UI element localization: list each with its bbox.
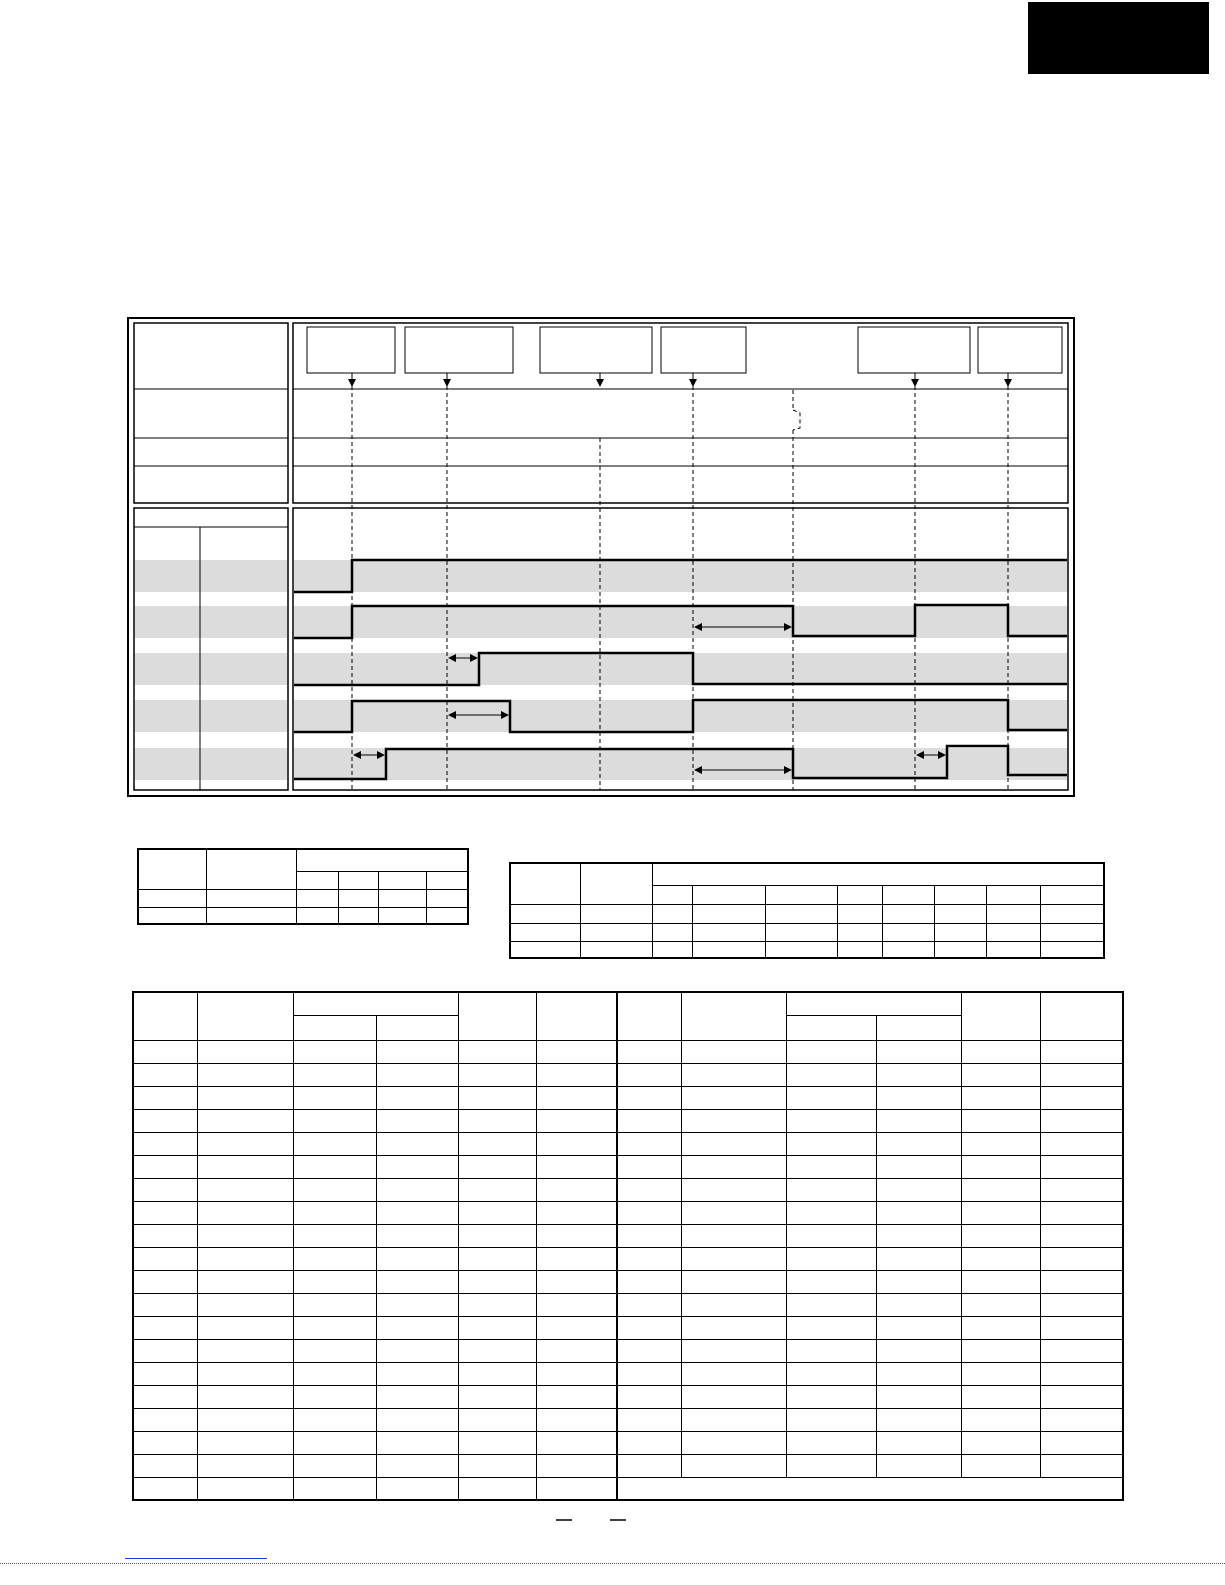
pin-table-cell bbox=[197, 1040, 293, 1063]
pin-table-cell bbox=[536, 1293, 617, 1316]
pin-table-cell bbox=[293, 1224, 376, 1247]
pin-table-cell bbox=[458, 1247, 536, 1270]
event-box-4 bbox=[661, 327, 746, 373]
pin-table-cell bbox=[458, 1086, 536, 1109]
pin-table-cell bbox=[617, 1293, 681, 1316]
pin-table-cell bbox=[617, 1408, 681, 1431]
pin-table-cell bbox=[293, 1201, 376, 1224]
pin-table-cell bbox=[376, 1178, 458, 1201]
pin-table-cell bbox=[786, 1293, 876, 1316]
pin-table-cell bbox=[293, 1385, 376, 1408]
pin-table-cell bbox=[376, 1040, 458, 1063]
pin-table-cell bbox=[536, 1270, 617, 1293]
pin-table-cell bbox=[961, 1339, 1040, 1362]
pin-table-cell bbox=[536, 1454, 617, 1477]
pin-table-cell bbox=[133, 1132, 197, 1155]
pin-table-cell bbox=[786, 1086, 876, 1109]
pin-table-cell bbox=[458, 1270, 536, 1293]
table-row bbox=[133, 1454, 1123, 1477]
pin-table-header-cell bbox=[786, 1015, 876, 1040]
pin-table-header-cell bbox=[681, 992, 786, 1040]
event-box-2 bbox=[405, 327, 513, 373]
pin-table-cell bbox=[293, 1270, 376, 1293]
pin-table-cell bbox=[876, 1293, 961, 1316]
pin-table-cell bbox=[293, 1063, 376, 1086]
event-box-3 bbox=[540, 327, 652, 373]
pin-table-cell bbox=[376, 1063, 458, 1086]
pin-table-cell bbox=[197, 1109, 293, 1132]
pin-table-cell bbox=[617, 1063, 681, 1086]
event-box-6 bbox=[978, 327, 1062, 373]
pin-table-header-cell bbox=[293, 1015, 376, 1040]
pin-table-cell bbox=[458, 1155, 536, 1178]
pin-table-cell bbox=[1040, 1270, 1123, 1293]
pin-table-cell bbox=[786, 1155, 876, 1178]
pin-table-cell bbox=[536, 1040, 617, 1063]
pin-table-cell bbox=[133, 1293, 197, 1316]
pin-table-cell bbox=[458, 1316, 536, 1339]
pin-table-cell bbox=[133, 1178, 197, 1201]
pin-table-cell bbox=[617, 1201, 681, 1224]
pin-table-cell bbox=[1040, 1408, 1123, 1431]
pin-table-cell bbox=[376, 1293, 458, 1316]
pin-table-cell bbox=[961, 1086, 1040, 1109]
pin-table-cell bbox=[293, 1339, 376, 1362]
pin-table-cell bbox=[458, 1477, 536, 1500]
pin-table-cell bbox=[458, 1293, 536, 1316]
table-row bbox=[133, 1224, 1123, 1247]
pin-table-cell bbox=[876, 1040, 961, 1063]
pin-table-cell bbox=[617, 1155, 681, 1178]
small-table-left bbox=[137, 848, 469, 925]
pin-table-cell bbox=[536, 1247, 617, 1270]
pin-table-cell bbox=[617, 1178, 681, 1201]
table-row bbox=[133, 1339, 1123, 1362]
pin-table-cell bbox=[961, 1063, 1040, 1086]
pin-table-cell bbox=[961, 1132, 1040, 1155]
pin-table-cell bbox=[1040, 1316, 1123, 1339]
pin-table-cell bbox=[617, 1132, 681, 1155]
pin-table-cell bbox=[876, 1155, 961, 1178]
pin-table-cell bbox=[786, 1224, 876, 1247]
pin-table-cell bbox=[681, 1339, 786, 1362]
pin-table-header-cell bbox=[197, 992, 293, 1040]
pin-table-cell bbox=[681, 1224, 786, 1247]
pin-table-cell bbox=[458, 1454, 536, 1477]
pin-table-cell bbox=[1040, 1362, 1123, 1385]
pin-table-header-cell bbox=[876, 1015, 961, 1040]
pin-table-cell bbox=[293, 1109, 376, 1132]
pin-table-cell bbox=[961, 1293, 1040, 1316]
pin-table-cell bbox=[197, 1454, 293, 1477]
pin-table-cell bbox=[197, 1178, 293, 1201]
pin-table-cell bbox=[876, 1385, 961, 1408]
pin-table-cell bbox=[786, 1270, 876, 1293]
table-row bbox=[133, 1132, 1123, 1155]
pin-table-cell bbox=[458, 1109, 536, 1132]
pin-table-cell bbox=[197, 1063, 293, 1086]
pin-table-cell bbox=[1040, 1339, 1123, 1362]
page-edge-dotted bbox=[0, 1563, 1225, 1564]
pin-table-cell bbox=[376, 1086, 458, 1109]
pin-table-cell bbox=[786, 1063, 876, 1086]
pin-table-cell bbox=[376, 1339, 458, 1362]
pin-table-cell bbox=[536, 1385, 617, 1408]
footer-link-underline[interactable] bbox=[125, 1558, 267, 1559]
pin-table-cell bbox=[1040, 1040, 1123, 1063]
pin-table-cell bbox=[681, 1063, 786, 1086]
pin-table-cell bbox=[1040, 1132, 1123, 1155]
pin-table-cell bbox=[293, 1362, 376, 1385]
pin-table-cell bbox=[617, 1247, 681, 1270]
pin-table-cell bbox=[961, 1247, 1040, 1270]
pin-table-cell bbox=[376, 1477, 458, 1500]
pin-table-header-cell bbox=[961, 992, 1040, 1040]
pin-table-cell bbox=[458, 1339, 536, 1362]
pin-table-cell bbox=[876, 1132, 961, 1155]
signal-row-shading bbox=[135, 560, 1067, 780]
pin-table-header-cell bbox=[536, 992, 617, 1040]
pin-table-cell bbox=[458, 1362, 536, 1385]
pin-table-cell bbox=[376, 1362, 458, 1385]
pin-table-cell bbox=[1040, 1178, 1123, 1201]
pin-table-cell bbox=[786, 1201, 876, 1224]
pin-table-header-cell bbox=[617, 992, 681, 1040]
pin-table-cell bbox=[133, 1224, 197, 1247]
pin-table-cell bbox=[376, 1316, 458, 1339]
pin-table-cell bbox=[197, 1270, 293, 1293]
pin-table-cell bbox=[133, 1385, 197, 1408]
pin-table-cell bbox=[961, 1408, 1040, 1431]
pin-table-cell bbox=[961, 1454, 1040, 1477]
pin-table-cell bbox=[293, 1086, 376, 1109]
pin-table-cell bbox=[1040, 1086, 1123, 1109]
pin-table-cell bbox=[376, 1454, 458, 1477]
table-row bbox=[133, 1201, 1123, 1224]
pin-table-cell bbox=[617, 1270, 681, 1293]
pin-table-cell bbox=[681, 1155, 786, 1178]
pin-table-cell bbox=[293, 1454, 376, 1477]
pin-table-cell bbox=[1040, 1293, 1123, 1316]
pin-table-cell bbox=[961, 1224, 1040, 1247]
pin-table-cell bbox=[458, 1040, 536, 1063]
pin-table-cell bbox=[376, 1132, 458, 1155]
pin-table-cell bbox=[1040, 1063, 1123, 1086]
pin-table-cell bbox=[876, 1362, 961, 1385]
pin-table-cell bbox=[458, 1385, 536, 1408]
pin-table-cell bbox=[1040, 1155, 1123, 1178]
pin-table-cell bbox=[133, 1086, 197, 1109]
pin-table-cell bbox=[536, 1201, 617, 1224]
pin-table-cell bbox=[617, 1109, 681, 1132]
pin-table-cell bbox=[681, 1109, 786, 1132]
pin-table-cell bbox=[536, 1178, 617, 1201]
pin-table-cell bbox=[786, 1431, 876, 1454]
table-row bbox=[133, 1431, 1123, 1454]
table-row bbox=[133, 1362, 1123, 1385]
pin-table-cell bbox=[786, 1454, 876, 1477]
pin-table-cell bbox=[876, 1339, 961, 1362]
pin-table-cell bbox=[876, 1454, 961, 1477]
pin-table-cell bbox=[197, 1224, 293, 1247]
table-row bbox=[133, 1477, 1123, 1500]
pin-table-cell bbox=[293, 1132, 376, 1155]
pin-table-cell bbox=[376, 1408, 458, 1431]
pin-table-cell bbox=[536, 1408, 617, 1431]
table-row bbox=[133, 1109, 1123, 1132]
pin-table-cell bbox=[293, 1178, 376, 1201]
pin-table-cell bbox=[458, 1132, 536, 1155]
pin-table-cell bbox=[681, 1040, 786, 1063]
table-row bbox=[133, 1086, 1123, 1109]
pin-table-cell bbox=[133, 1155, 197, 1178]
pin-table-cell bbox=[536, 1316, 617, 1339]
pin-table-cell bbox=[681, 1316, 786, 1339]
pin-table-cell bbox=[876, 1270, 961, 1293]
pin-table-header-cell bbox=[376, 1015, 458, 1040]
pin-table-cell bbox=[961, 1178, 1040, 1201]
pin-table-cell bbox=[133, 1408, 197, 1431]
pin-table-cell bbox=[876, 1063, 961, 1086]
pin-table-cell bbox=[681, 1270, 786, 1293]
pin-table-cell bbox=[197, 1316, 293, 1339]
pin-table-cell bbox=[961, 1109, 1040, 1132]
pin-table-cell bbox=[681, 1178, 786, 1201]
pin-table-header-cell bbox=[458, 992, 536, 1040]
small-table-right bbox=[509, 862, 1105, 959]
pin-table-cell bbox=[133, 1477, 197, 1500]
pin-table-cell bbox=[376, 1431, 458, 1454]
pin-table-cell bbox=[376, 1247, 458, 1270]
pin-table-cell bbox=[536, 1132, 617, 1155]
pin-table-cell bbox=[133, 1454, 197, 1477]
pin-table-header-cell bbox=[1040, 992, 1123, 1040]
pin-table-cell bbox=[536, 1063, 617, 1086]
pin-table-cell bbox=[617, 1431, 681, 1454]
pin-table-cell bbox=[197, 1293, 293, 1316]
pin-table-cell bbox=[133, 1247, 197, 1270]
pin-table-cell bbox=[681, 1454, 786, 1477]
pin-table-cell bbox=[681, 1385, 786, 1408]
pin-table-cell bbox=[681, 1201, 786, 1224]
table-row bbox=[133, 1247, 1123, 1270]
pin-table-cell bbox=[681, 1247, 786, 1270]
signal-label-frame bbox=[134, 508, 288, 790]
pin-table-cell bbox=[293, 1477, 376, 1500]
pin-table-cell bbox=[876, 1408, 961, 1431]
pin-table-cell bbox=[617, 1362, 681, 1385]
pin-table-cell bbox=[376, 1385, 458, 1408]
pin-table-cell bbox=[1040, 1224, 1123, 1247]
pin-table-cell bbox=[617, 1316, 681, 1339]
pin-table-cell bbox=[536, 1362, 617, 1385]
pin-table-cell bbox=[197, 1339, 293, 1362]
pin-table-cell bbox=[536, 1339, 617, 1362]
pin-table-cell bbox=[458, 1224, 536, 1247]
pin-table-cell bbox=[133, 1431, 197, 1454]
pin-table-cell bbox=[536, 1431, 617, 1454]
pin-table-cell bbox=[786, 1362, 876, 1385]
pin-table-cell bbox=[1040, 1109, 1123, 1132]
pin-table-cell bbox=[681, 1293, 786, 1316]
pin-table-cell bbox=[293, 1316, 376, 1339]
signal-area-frame bbox=[293, 508, 1068, 790]
pin-table-cell bbox=[786, 1040, 876, 1063]
pin-table-cell bbox=[197, 1086, 293, 1109]
pin-table-cell bbox=[293, 1247, 376, 1270]
pin-table-cell bbox=[681, 1431, 786, 1454]
pin-table-cell bbox=[617, 1339, 681, 1362]
pin-table-cell bbox=[293, 1155, 376, 1178]
pin-table-cell bbox=[536, 1155, 617, 1178]
pin-table-cell bbox=[458, 1431, 536, 1454]
pin-table-cell bbox=[293, 1431, 376, 1454]
pin-table-cell bbox=[536, 1477, 617, 1500]
pin-table-cell bbox=[681, 1132, 786, 1155]
pin-table-header-cell bbox=[786, 992, 961, 1015]
pin-table-header-cell bbox=[293, 992, 458, 1015]
table-row bbox=[133, 1155, 1123, 1178]
pin-table-header-cell bbox=[133, 992, 197, 1040]
pin-table-cell bbox=[197, 1408, 293, 1431]
pin-table-cell bbox=[197, 1431, 293, 1454]
pin-table-cell bbox=[536, 1224, 617, 1247]
table-row bbox=[133, 1040, 1123, 1063]
pin-table-cell bbox=[458, 1063, 536, 1086]
pin-table-cell bbox=[197, 1247, 293, 1270]
pin-table-cell bbox=[376, 1155, 458, 1178]
pin-table-cell bbox=[376, 1201, 458, 1224]
pin-table-cell bbox=[961, 1155, 1040, 1178]
pin-table-cell bbox=[133, 1040, 197, 1063]
pin-table-cell bbox=[133, 1316, 197, 1339]
pin-table-cell bbox=[133, 1270, 197, 1293]
event-arrows bbox=[352, 373, 1008, 386]
pin-table-cell bbox=[681, 1408, 786, 1431]
pin-table-cell bbox=[293, 1408, 376, 1431]
pin-table-cell bbox=[961, 1201, 1040, 1224]
pin-table-cell bbox=[133, 1063, 197, 1086]
pin-table-cell bbox=[1040, 1454, 1123, 1477]
pin-table-cell bbox=[876, 1201, 961, 1224]
pin-table-cell bbox=[617, 1385, 681, 1408]
pin-table-cell bbox=[961, 1040, 1040, 1063]
pin-table-cell bbox=[133, 1109, 197, 1132]
pin-table-cell bbox=[293, 1293, 376, 1316]
pin-table-cell bbox=[876, 1224, 961, 1247]
pin-table-cell bbox=[961, 1362, 1040, 1385]
pin-table-cell bbox=[536, 1086, 617, 1109]
table-row bbox=[133, 1293, 1123, 1316]
pin-table-cell bbox=[376, 1109, 458, 1132]
event-box-5 bbox=[858, 327, 970, 373]
pin-table-cell bbox=[876, 1431, 961, 1454]
pin-table-cell bbox=[876, 1086, 961, 1109]
pin-table-cell bbox=[786, 1385, 876, 1408]
pin-table-cell bbox=[197, 1201, 293, 1224]
pin-table-cell bbox=[133, 1362, 197, 1385]
pin-table-cell bbox=[458, 1201, 536, 1224]
table-row bbox=[133, 1063, 1123, 1086]
label-box-events bbox=[134, 323, 288, 503]
pin-table-cell bbox=[133, 1339, 197, 1362]
table-row bbox=[133, 1178, 1123, 1201]
pin-table-cell bbox=[617, 1040, 681, 1063]
table-row bbox=[133, 1316, 1123, 1339]
pin-table-cell bbox=[617, 1086, 681, 1109]
pin-table-cell bbox=[376, 1270, 458, 1293]
pin-table-cell bbox=[1040, 1385, 1123, 1408]
pin-table-cell bbox=[458, 1178, 536, 1201]
pin-table-cell bbox=[197, 1385, 293, 1408]
table-row bbox=[133, 1270, 1123, 1293]
table-row bbox=[133, 1408, 1123, 1431]
pin-table-cell bbox=[1040, 1431, 1123, 1454]
pin-table-cell bbox=[617, 1477, 1123, 1500]
pin-table-cell bbox=[786, 1109, 876, 1132]
event-box-1 bbox=[307, 327, 395, 373]
pin-table-cell bbox=[681, 1362, 786, 1385]
pin-table-cell bbox=[961, 1431, 1040, 1454]
pin-table-cell bbox=[681, 1086, 786, 1109]
pin-table-cell bbox=[961, 1385, 1040, 1408]
pin-table-cell bbox=[786, 1316, 876, 1339]
pin-table-cell bbox=[786, 1339, 876, 1362]
pin-table-cell bbox=[1040, 1201, 1123, 1224]
pin-table-cell bbox=[197, 1155, 293, 1178]
pin-table-cell bbox=[876, 1178, 961, 1201]
pin-table-cell bbox=[458, 1408, 536, 1431]
pin-table-cell bbox=[376, 1224, 458, 1247]
pin-table-cell bbox=[786, 1408, 876, 1431]
pin-table-cell bbox=[786, 1247, 876, 1270]
table-row bbox=[133, 1385, 1123, 1408]
pin-table-cell bbox=[133, 1201, 197, 1224]
pin-table-cell bbox=[1040, 1247, 1123, 1270]
pin-table bbox=[132, 991, 1124, 1501]
pin-table-cell bbox=[617, 1454, 681, 1477]
pin-table-cell bbox=[876, 1316, 961, 1339]
pin-table-cell bbox=[786, 1178, 876, 1201]
pin-table-cell bbox=[961, 1270, 1040, 1293]
pin-table-cell bbox=[293, 1040, 376, 1063]
pin-table-cell bbox=[617, 1224, 681, 1247]
pin-table-cell bbox=[536, 1109, 617, 1132]
pin-table-cell bbox=[876, 1109, 961, 1132]
pin-table-cell bbox=[786, 1132, 876, 1155]
page-number-marks bbox=[550, 1518, 630, 1528]
pin-table-cell bbox=[197, 1362, 293, 1385]
pin-table-cell bbox=[197, 1477, 293, 1500]
pin-table-cell bbox=[197, 1132, 293, 1155]
pin-table-cell bbox=[961, 1316, 1040, 1339]
pin-table-cell bbox=[876, 1247, 961, 1270]
